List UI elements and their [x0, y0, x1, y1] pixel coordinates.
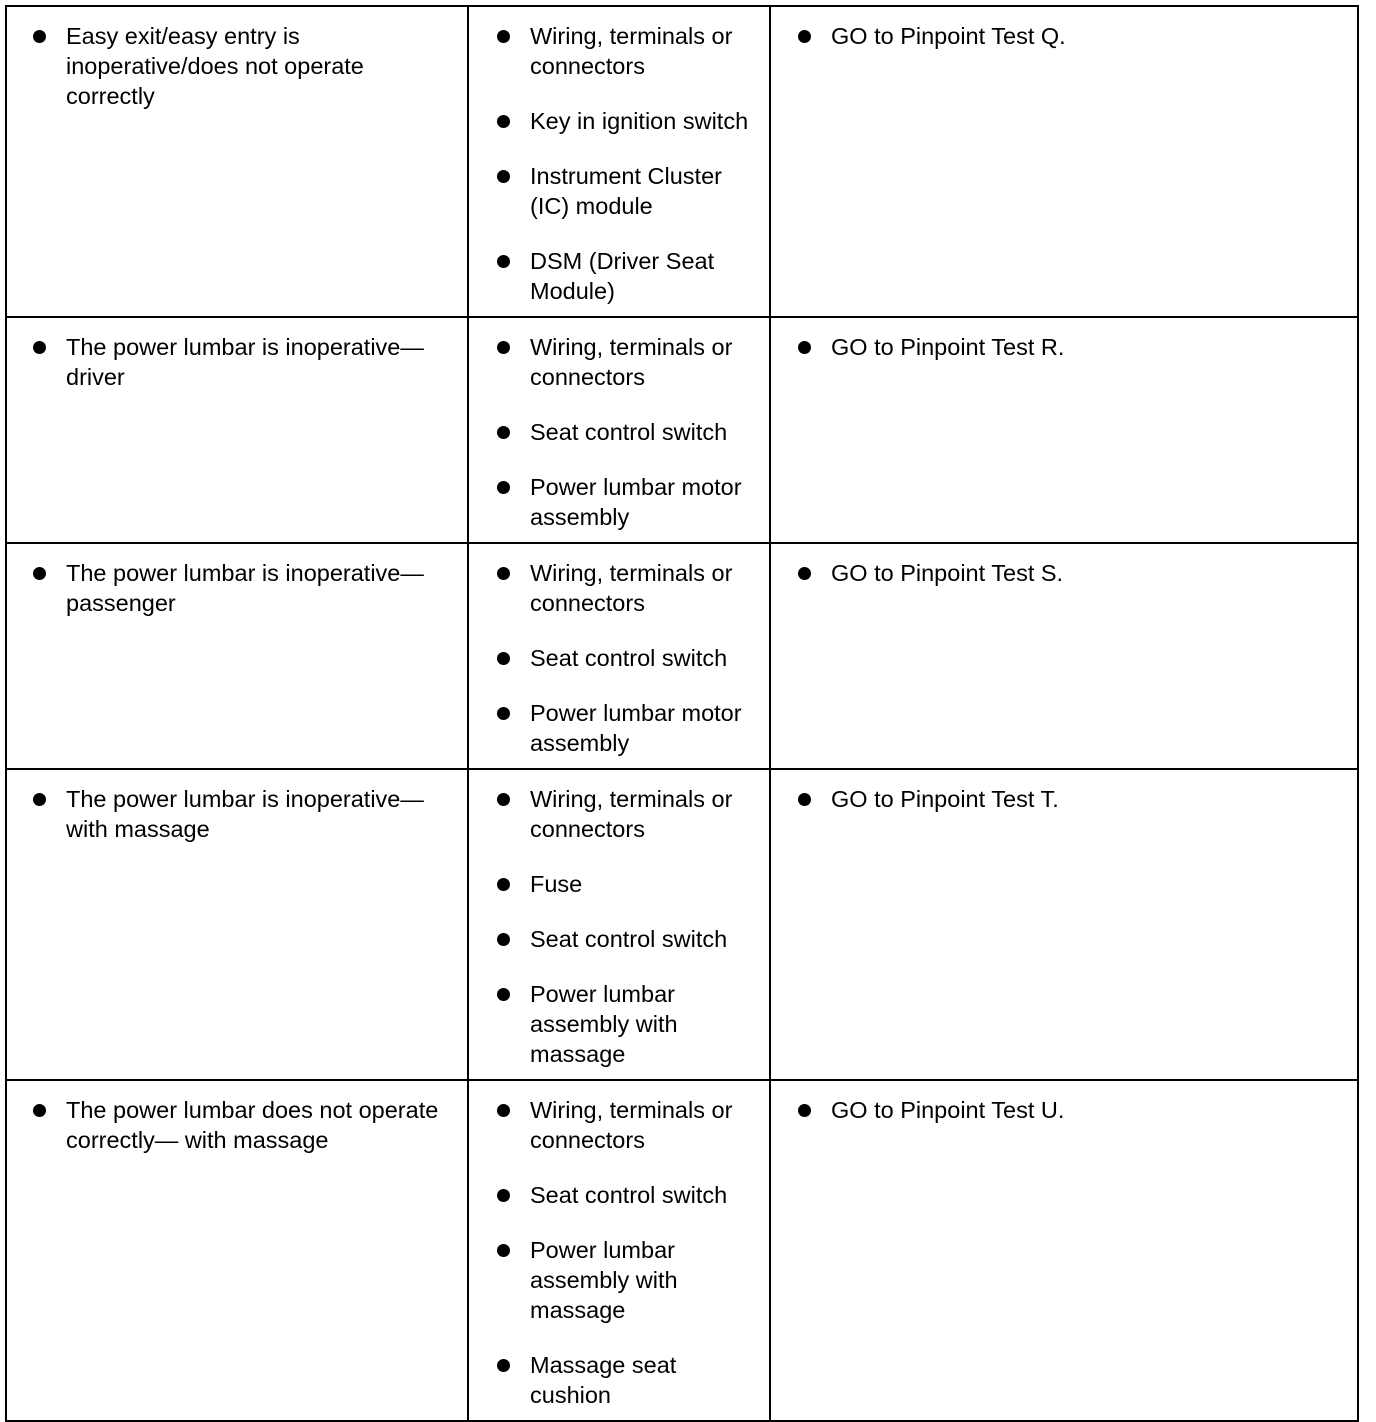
condition-text: The power lumbar is inoperative—driver [66, 334, 424, 390]
condition-text: The power lumbar is inoperative—with massage [66, 786, 424, 842]
source-text: Power lumbar assembly with massage [530, 981, 678, 1067]
bullet-icon [798, 341, 811, 354]
list-item [495, 869, 761, 899]
bullet-icon [497, 933, 510, 946]
bullet-icon [497, 170, 510, 183]
bullet-icon [497, 1244, 510, 1257]
table-row [6, 543, 1358, 769]
list-item [495, 21, 761, 81]
source-text: Wiring, terminals or connectors [530, 560, 733, 616]
action-cell [770, 769, 1358, 1080]
list-item [495, 246, 761, 306]
list-item [796, 21, 1349, 51]
bullet-icon [497, 1104, 510, 1117]
condition-cell [6, 543, 468, 769]
list-item [495, 924, 761, 954]
list-item [495, 1180, 761, 1210]
list-item [495, 106, 761, 136]
source-text: Power lumbar motor assembly [530, 474, 742, 530]
condition-text: The power lumbar is inoperative—passenger [66, 560, 424, 616]
list-item [796, 1095, 1349, 1125]
bullet-icon [497, 481, 510, 494]
bullet-icon [798, 793, 811, 806]
list-item [31, 21, 459, 111]
source-text: Fuse [530, 871, 583, 897]
bullet-icon [798, 567, 811, 580]
list-item [495, 161, 761, 221]
list-item [495, 643, 761, 673]
source-text: Wiring, terminals or connectors [530, 23, 733, 79]
bullet-icon [497, 115, 510, 128]
action-text: GO to Pinpoint Test R. [831, 334, 1065, 360]
source-cell [468, 317, 770, 543]
bullet-icon [497, 1189, 510, 1202]
table-row [6, 1080, 1358, 1421]
source-cell [468, 6, 770, 317]
list-item [495, 417, 761, 447]
list-item [495, 979, 761, 1069]
list-item [495, 698, 761, 758]
source-text: Seat control switch [530, 1182, 728, 1208]
condition-cell [6, 6, 468, 317]
table-row [6, 317, 1358, 543]
bullet-icon [33, 341, 46, 354]
source-cell [468, 769, 770, 1080]
action-cell [770, 543, 1358, 769]
bullet-icon [497, 878, 510, 891]
action-cell [770, 6, 1358, 317]
bullet-icon [497, 707, 510, 720]
table-row [6, 6, 1358, 317]
list-item [495, 332, 761, 392]
source-text: Instrument Cluster (IC) module [530, 163, 722, 219]
bullet-icon [497, 1359, 510, 1372]
bullet-icon [33, 567, 46, 580]
bullet-icon [497, 30, 510, 43]
source-text: Power lumbar assembly with massage [530, 1237, 678, 1323]
source-text: Power lumbar motor assembly [530, 700, 742, 756]
source-text: Wiring, terminals or connectors [530, 334, 733, 390]
list-item [796, 558, 1349, 588]
list-item [796, 332, 1349, 362]
list-item [31, 1095, 459, 1155]
condition-cell [6, 769, 468, 1080]
list-item [796, 784, 1349, 814]
bullet-icon [798, 1104, 811, 1117]
bullet-icon [497, 652, 510, 665]
list-item [31, 784, 459, 844]
symptom-chart-table [5, 5, 1359, 1422]
action-cell [770, 317, 1358, 543]
bullet-icon [497, 988, 510, 1001]
bullet-icon [33, 793, 46, 806]
list-item [31, 558, 459, 618]
action-cell [770, 1080, 1358, 1421]
source-text: Seat control switch [530, 645, 728, 671]
list-item [495, 784, 761, 844]
source-cell [468, 543, 770, 769]
condition-text: Easy exit/easy entry is inoperative/does not operate correctly [66, 23, 364, 109]
bullet-icon [497, 341, 510, 354]
bullet-icon [798, 30, 811, 43]
bullet-icon [33, 1104, 46, 1117]
source-text: Seat control switch [530, 926, 728, 952]
source-cell [468, 1080, 770, 1421]
table-row [6, 769, 1358, 1080]
list-item [495, 1350, 761, 1410]
action-text: GO to Pinpoint Test U. [831, 1097, 1065, 1123]
condition-cell [6, 1080, 468, 1421]
bullet-icon [497, 255, 510, 268]
list-item [495, 472, 761, 532]
source-text: Massage seat cushion [530, 1352, 677, 1408]
action-text: GO to Pinpoint Test Q. [831, 23, 1066, 49]
source-text: DSM (Driver Seat Module) [530, 248, 715, 304]
bullet-icon [33, 30, 46, 43]
bullet-icon [497, 567, 510, 580]
list-item [495, 1235, 761, 1325]
bullet-icon [497, 793, 510, 806]
condition-text: The power lumbar does not operate correctly— with massage [66, 1097, 439, 1153]
action-text: GO to Pinpoint Test S. [831, 560, 1064, 586]
list-item [495, 1095, 761, 1155]
list-item [495, 558, 761, 618]
source-text: Wiring, terminals or connectors [530, 786, 733, 842]
condition-cell [6, 317, 468, 543]
action-text: GO to Pinpoint Test T. [831, 786, 1059, 812]
source-text: Wiring, terminals or connectors [530, 1097, 733, 1153]
list-item [31, 332, 459, 392]
bullet-icon [497, 426, 510, 439]
source-text: Seat control switch [530, 419, 728, 445]
source-text: Key in ignition switch [530, 108, 749, 134]
